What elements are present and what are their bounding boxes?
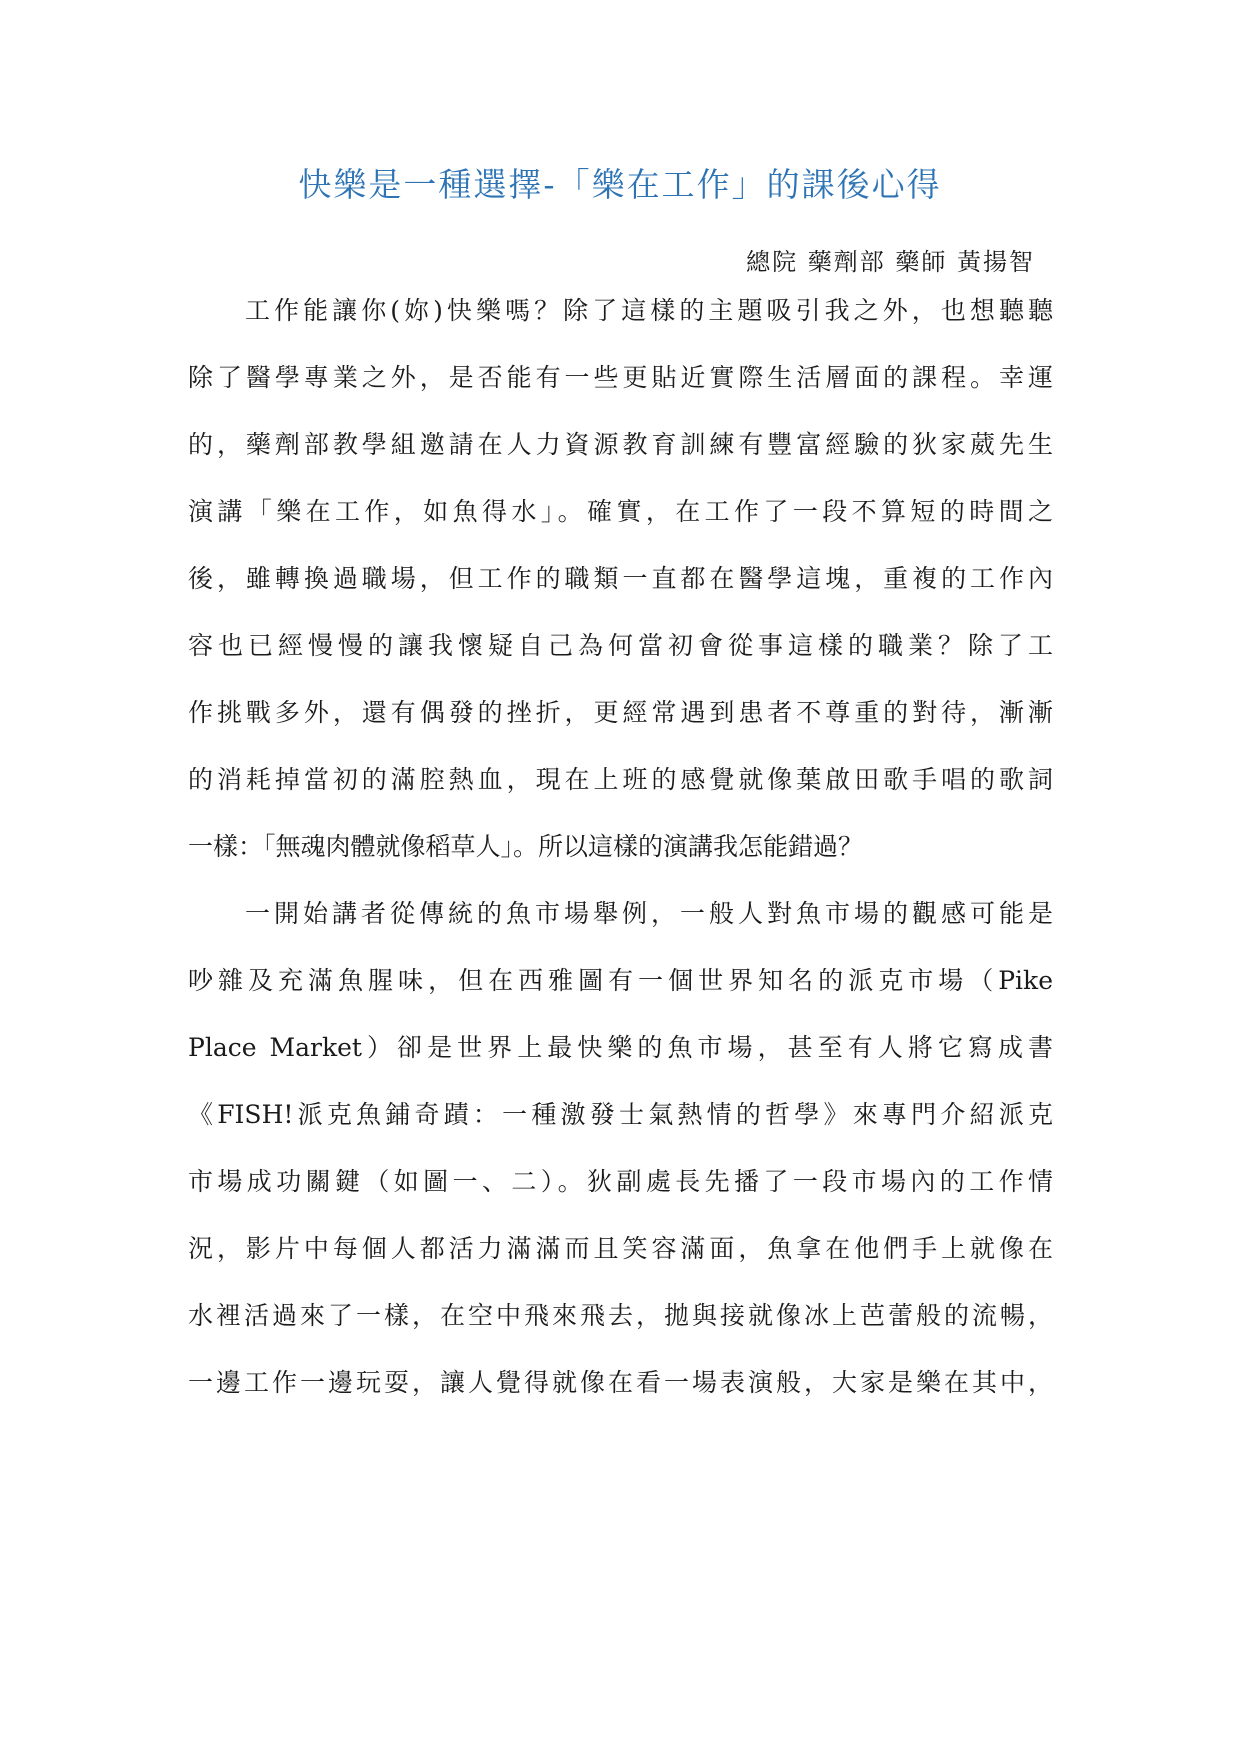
text-line: 後，雖轉換過職場，但工作的職類一直都在醫學這塊，重複的工作內 — [188, 564, 1053, 593]
text-line: 吵雜及充滿魚腥味，但在西雅圖有一個世界知名的派克市場（Pike — [188, 966, 1053, 995]
text-line: 的消耗掉當初的滿腔熱血，現在上班的感覺就像葉啟田歌手唱的歌詞 — [188, 765, 1053, 794]
text-line: Place Market）卻是世界上最快樂的魚市場，甚至有人將它寫成書 — [188, 1033, 1053, 1062]
text-line: 一邊工作一邊玩耍，讓人覺得就像在看一場表演般，大家是樂在其中， — [188, 1368, 1053, 1397]
text-line: 工作能讓你(妳)快樂嗎？除了這樣的主題吸引我之外，也想聽聽 — [245, 296, 1053, 325]
document-title: 快樂是一種選擇-「樂在工作」的課後心得 — [298, 165, 942, 204]
text-line: 一樣：「無魂肉體就像稻草人」。所以這樣的演講我怎能錯過？ — [188, 832, 864, 861]
text-line: 《FISH!派克魚鋪奇蹟：一種激發士氣熱情的哲學》來專門介紹派克 — [188, 1100, 1053, 1129]
text-line: 作挑戰多外，還有偶發的挫折，更經常遇到患者不尊重的對待，漸漸 — [188, 698, 1053, 727]
text-line: 容也已經慢慢的讓我懷疑自己為何當初會從事這樣的職業？除了工 — [188, 631, 1053, 660]
text-line: 除了醫學專業之外，是否能有一些更貼近實際生活層面的課程。幸運 — [188, 363, 1053, 392]
author-byline: 總院 藥劑部 藥師 黃揚智 — [746, 248, 1035, 276]
text-line: 況，影片中每個人都活力滿滿而且笑容滿面，魚拿在他們手上就像在 — [188, 1234, 1053, 1263]
text-line: 一開始講者從傳統的魚市場舉例，一般人對魚市場的觀感可能是 — [245, 899, 1053, 928]
text-line: 的，藥劑部教學組邀請在人力資源教育訓練有豐富經驗的狄家葳先生 — [188, 430, 1053, 459]
text-line: 市場成功關鍵（如圖一、二）。狄副處長先播了一段市場內的工作情 — [188, 1167, 1053, 1196]
text-line: 水裡活過來了一樣，在空中飛來飛去，拋與接就像冰上芭蕾般的流暢， — [188, 1301, 1053, 1330]
text-line: 演講「樂在工作，如魚得水」。確實，在工作了一段不算短的時間之 — [188, 497, 1053, 526]
